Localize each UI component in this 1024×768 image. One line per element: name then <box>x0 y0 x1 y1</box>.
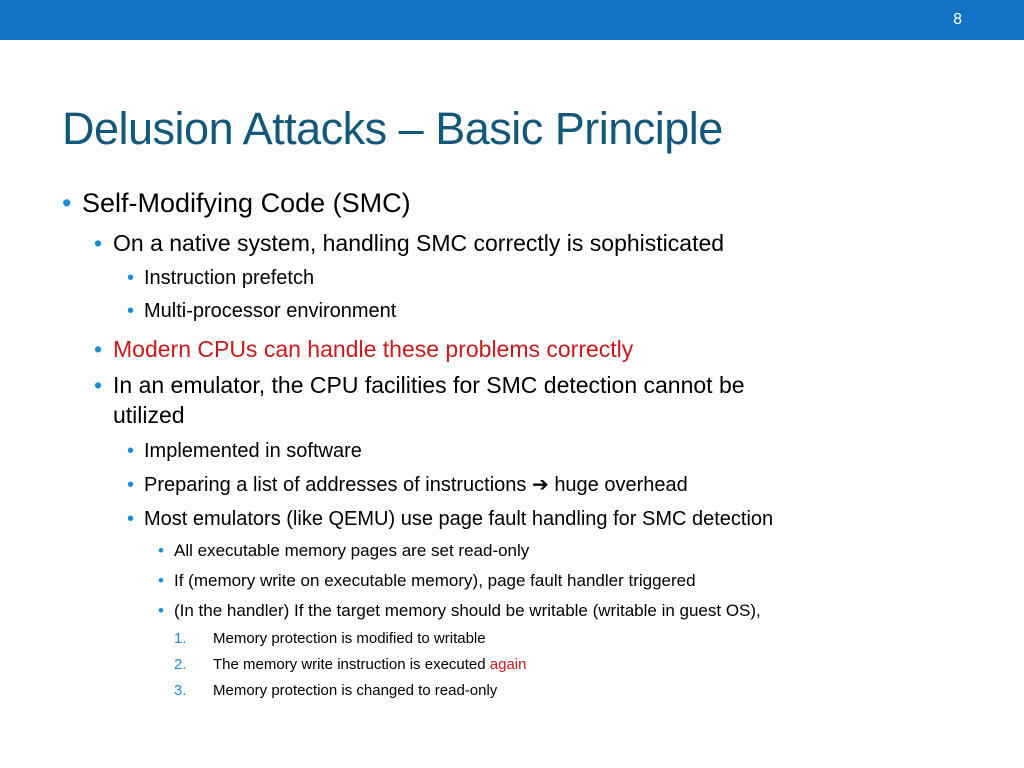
bullet-prep <box>144 472 688 498</box>
bullet-handler: (In the handler) If the target memory should be writable (writable in guest OS), <box>174 601 761 620</box>
bullet-modern: Modern CPUs can handle these problems correctly <box>113 336 634 362</box>
bullet-dot-icon: • <box>62 188 72 218</box>
bullet-dot-icon: • <box>94 372 103 398</box>
bullet-dot-icon: • <box>158 571 164 590</box>
bullet-dot-icon: • <box>94 230 103 256</box>
step-number: 3. <box>174 682 187 699</box>
step-item <box>213 681 497 701</box>
bullet-dot-icon: • <box>127 267 135 289</box>
bullet-emulator <box>113 370 745 430</box>
bullet-prep-text: Preparing a list of addresses of instructions <box>144 474 527 496</box>
bullet-dot-icon: • <box>127 300 135 322</box>
bullet-native: On a native system, handling SMC correctly is sophisticated <box>113 230 725 256</box>
step-text: The memory write instruction is executed <box>213 656 486 673</box>
bullet-emulator-line1: In an emulator, the CPU facilities for SMC detection cannot be <box>113 372 745 398</box>
bullet-dot-icon: • <box>158 541 164 560</box>
bullet-prefetch: Instruction prefetch <box>144 267 315 289</box>
bullet-multiproc: Multi-processor environment <box>144 300 397 322</box>
bullet-dot-icon: • <box>127 474 135 496</box>
step-highlight: again <box>489 656 527 673</box>
bullet-dot-icon: • <box>94 336 103 362</box>
slide-number: 8 <box>953 11 962 28</box>
bullet-dot-icon: • <box>127 508 135 530</box>
right-arrow-icon: ➔ <box>531 474 549 496</box>
bullet-smc: Self-Modifying Code (SMC) <box>82 188 411 218</box>
bullet-software: Implemented in software <box>144 440 362 462</box>
bullet-readonly: All executable memory pages are set read-only <box>174 541 530 560</box>
bullet-emulator-line2: utilized <box>113 402 185 428</box>
slide-title: Delusion Attacks – Basic Principle <box>62 103 723 154</box>
step-item <box>213 655 526 675</box>
bullet-dot-icon: • <box>127 440 135 462</box>
step-text: Memory protection is modified to writable <box>213 630 486 647</box>
step-item <box>213 629 486 649</box>
bullet-dot-icon: • <box>158 601 164 620</box>
step-number: 2. <box>174 656 187 673</box>
step-number: 1. <box>174 630 187 647</box>
step-text: Memory protection is changed to read-only <box>213 682 498 699</box>
bullet-pagefault: If (memory write on executable memory), page fault handler triggered <box>174 571 696 590</box>
bullet-prep-result: huge overhead <box>554 474 688 496</box>
bullet-qemu: Most emulators (like QEMU) use page fault handling for SMC detection <box>144 508 774 530</box>
